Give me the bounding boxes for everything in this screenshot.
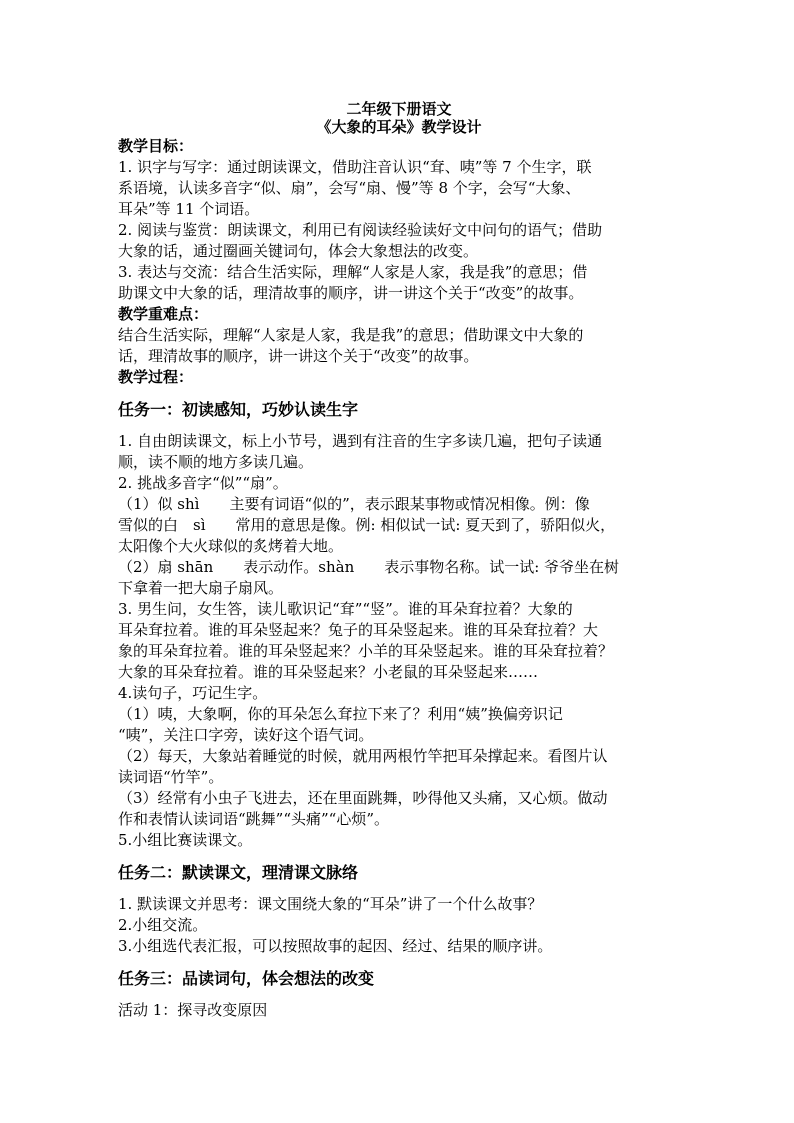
task2-line: 1. 默读课文并思考：课文围绕大象的“耳朵”讲了一个什么故事？: [118, 895, 543, 913]
task2-line: 3.小组选代表汇报，可以按照故事的起因、经过、结果的顺序讲。: [118, 937, 553, 955]
document-page: [118, 100, 680, 1021]
goals-line: 助课文中大象的话，理清故事的顺序，讲一讲这个关于“改变”的故事。: [118, 284, 584, 302]
task1-line: 顺，读不顺的地方多读几遍。: [118, 453, 314, 471]
task3-line: 活动 1：探寻改变原因: [118, 1001, 268, 1019]
process-heading: 教学过程：: [118, 368, 194, 386]
task1-line: （2）扇 shān 表示动作。shàn 表示事物名称。试一试: 爷爷坐在树: [118, 558, 620, 576]
task3-section: [118, 1000, 680, 1021]
goals-line: 3. 表达与交流：结合生活实际，理解“人家是人家，我是我”的意思；借: [118, 263, 588, 281]
task1-title: 任务一：初读感知，巧妙认读生字: [118, 400, 359, 419]
doc-title-grade: 二年级下册语文: [346, 100, 452, 118]
task1-line: （1）似 shì 主要有词语“似的”，表示跟某事物或情况相像。例：像: [118, 495, 590, 513]
key-points-line: 话，理清故事的顺序，讲一讲这个关于“改变”的故事。: [118, 347, 479, 365]
goals-line: 2. 阅读与鉴赏：朗读课文，利用已有阅读经验读好文中问句的语气；借助: [118, 221, 603, 239]
goals-heading: 教学目标：: [118, 137, 194, 155]
task2-title: 任务二：默读课文，理清课文脉络: [118, 863, 359, 882]
task1-line: 太阳像个大火球似的炙烤着大地。: [118, 537, 344, 555]
task1-line: 读词语“竹竿”。: [118, 768, 224, 786]
task1-line: “咦”，关注口字旁，读好这个语气词。: [118, 726, 374, 744]
task2-section: [118, 894, 680, 957]
task1-line: 作和表情认读词语“跳舞”“头痛”“心烦”。: [118, 810, 390, 828]
key-points-heading: 教学重难点：: [118, 305, 209, 323]
task1-line: 3. 男生问，女生答，读儿歌识记“耷”“竖”。谁的耳朵耷拉着？大象的: [118, 600, 573, 618]
task1-line: 雪似的白 sì 常用的意思是像。例: 相似试一试: 夏天到了，骄阳似火，: [118, 516, 616, 534]
goals-line: 大象的话，通过圈画关键词句，体会大象想法的改变。: [118, 242, 479, 260]
goals-line: 耳朵”等 11 个词语。: [118, 200, 260, 218]
task1-section: [118, 431, 680, 851]
goals-section: [118, 157, 680, 304]
task1-line: 2. 挑战多音字“似”“扇”。: [118, 474, 288, 492]
task1-line: 下拿着一把大扇子扇风。: [118, 579, 284, 597]
task1-line: 象的耳朵耷拉着。谁的耳朵竖起来？小羊的耳朵竖起来。谁的耳朵耷拉着？: [118, 642, 614, 660]
doc-title-lesson: 《大象的耳朵》教学设计: [316, 118, 482, 136]
task2-line: 2.小组交流。: [118, 916, 208, 934]
task3-title: 任务三：品读词句，体会想法的改变: [118, 969, 375, 988]
task1-line: 大象的耳朵耷拉着。谁的耳朵竖起来？小老鼠的耳朵竖起来……: [118, 663, 539, 681]
task1-line: （1）咦，大象啊，你的耳朵怎么耷拉下来了？利用“姨”换偏旁识记: [118, 705, 563, 723]
goals-line: 系语境，认读多音字“似、扇”，会写“扇、慢”等 8 个字，会写“大象、: [118, 179, 581, 197]
task1-line: 耳朵耷拉着。谁的耳朵竖起来？兔子的耳朵竖起来。谁的耳朵耷拉着？大: [118, 621, 599, 639]
task1-line: （2）每天，大象站着睡觉的时候，就用两根竹竿把耳朵撑起来。看图片认: [118, 747, 608, 765]
task1-line: 4.读句子，巧记生字。: [118, 684, 268, 702]
task1-line: 5.小组比赛读课文。: [118, 831, 253, 849]
key-points-line: 结合生活实际，理解“人家是人家，我是我”的意思；借助课文中大象的: [118, 326, 584, 344]
goals-line: 1. 识字与写字：通过朗读课文，借助注音认识“耷、咦”等 7 个生字，联: [118, 158, 592, 176]
key-points-section: [118, 325, 680, 367]
task1-line: （3）经常有小虫子飞进去，还在里面跳舞，吵得他又头痛，又心烦。做动: [118, 789, 608, 807]
task1-line: 1. 自由朗读课文，标上小节号，遇到有注音的生字多读几遍，把句子读通: [118, 432, 603, 450]
